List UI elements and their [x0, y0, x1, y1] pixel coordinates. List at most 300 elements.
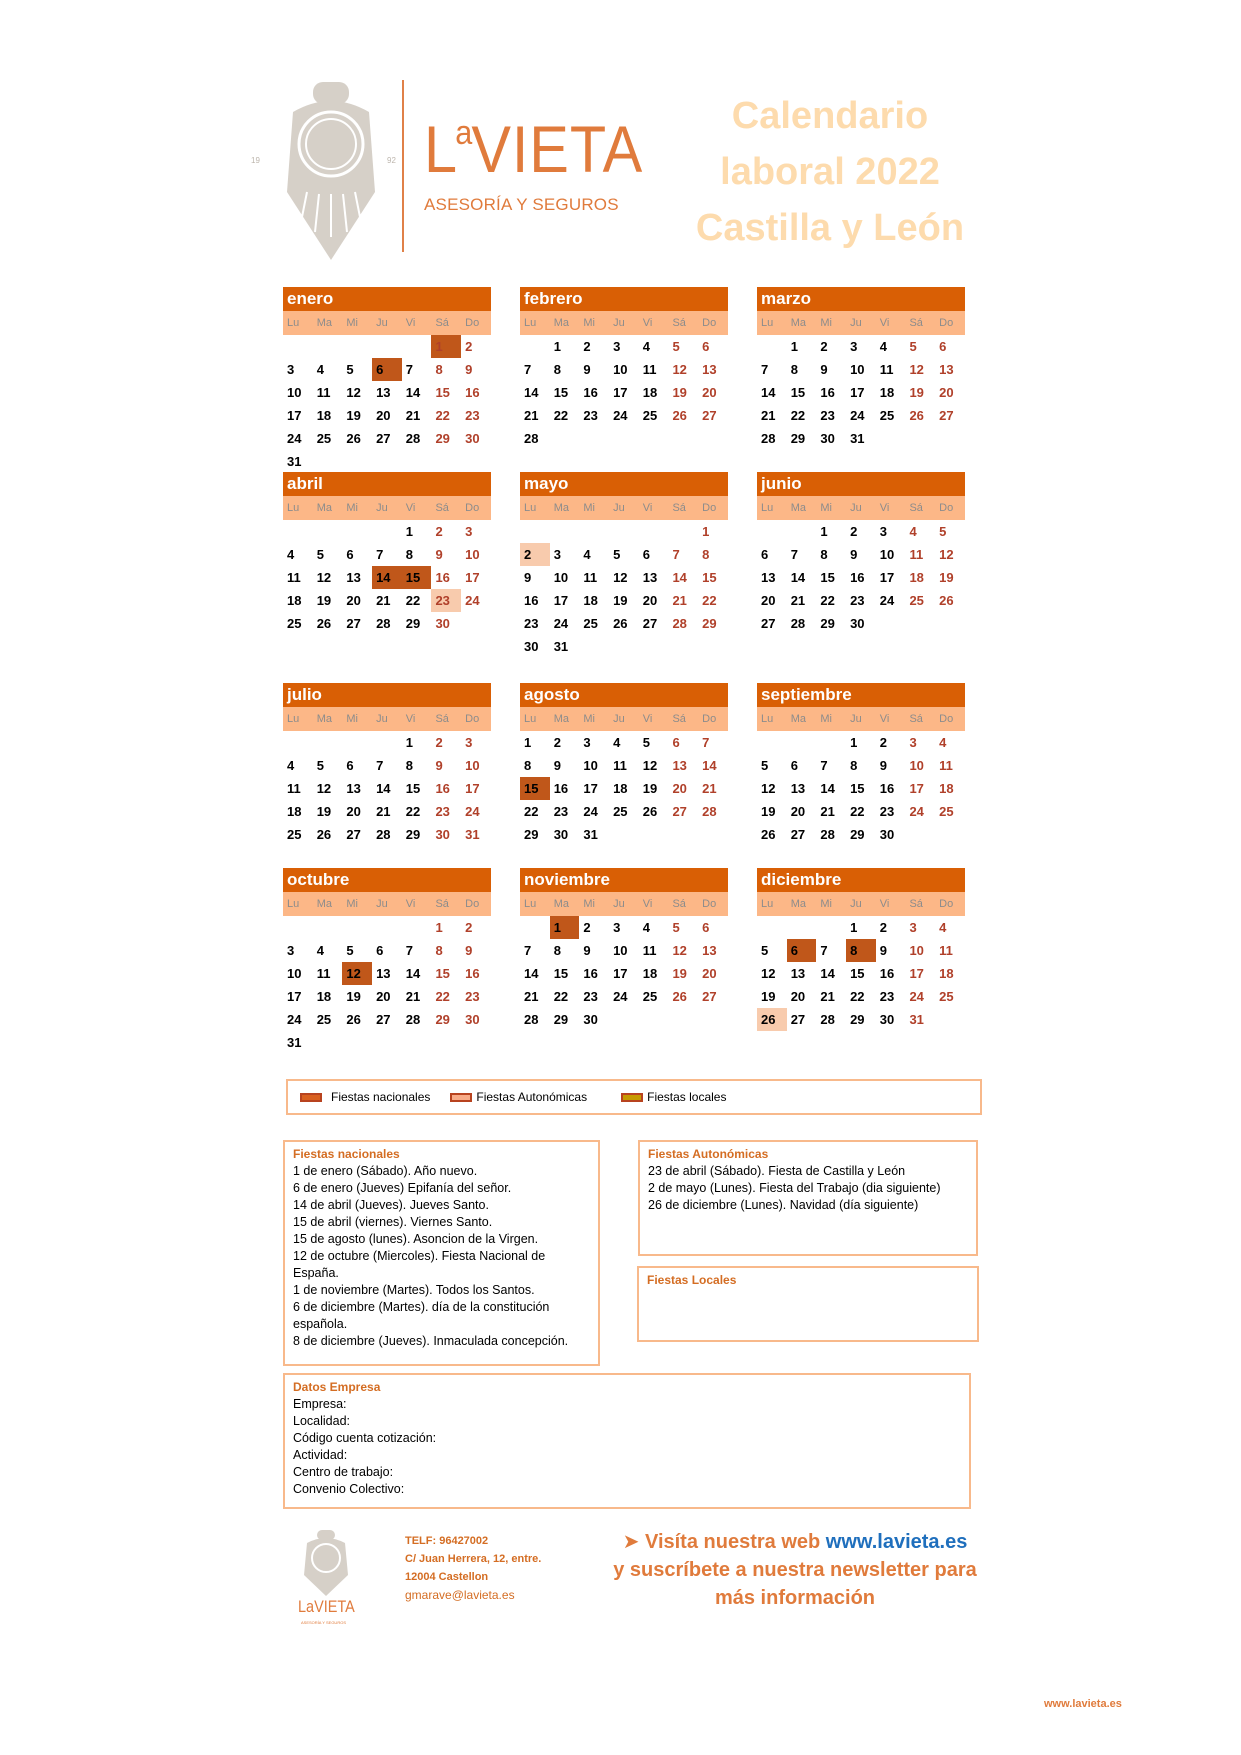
day-cell: 28 [702, 804, 717, 819]
day-cell: 23 [583, 989, 598, 1004]
day-cell: 11 [316, 966, 331, 981]
day-cell: 20 [672, 781, 687, 796]
day-cell: 12 [672, 362, 687, 377]
day-cell: 16 [583, 966, 598, 981]
weekday-label: Do [465, 713, 480, 725]
day-cell: 25 [642, 989, 658, 1004]
fiestas-nacionales-item: 12 de octubre (Miercoles). Fiesta Nacional de España. [293, 1249, 546, 1280]
day-cell: 31 [465, 827, 480, 842]
day-cell: 4 [939, 735, 947, 750]
weekday-label: Mi [820, 502, 832, 514]
day-cell: 28 [376, 616, 391, 631]
day-cell: 28 [524, 1012, 539, 1027]
day-cell: 4 [583, 547, 591, 562]
contact-info [405, 1532, 541, 1604]
day-cell: 26 [672, 408, 687, 423]
day-cell: 22 [820, 593, 835, 608]
fiestas-autonomicas-item: 26 de diciembre (Lunes). Navidad (día siguiente) [648, 1198, 919, 1212]
day-cell: 5 [613, 547, 621, 562]
day-cell: 28 [761, 431, 776, 446]
swatch-nacionales-icon [300, 1093, 322, 1102]
month-enero [283, 287, 491, 473]
day-cell: 1 [850, 920, 858, 935]
day-cell: 17 [909, 966, 924, 981]
day-cell: 7 [376, 547, 384, 562]
day-cell: 10 [553, 570, 569, 585]
weekday-label: Vi [405, 898, 416, 910]
days-grid [283, 731, 491, 846]
fiestas-nacionales-item: 14 de abril (Jueves). Jueves Santo. [293, 1198, 489, 1212]
day-cell: 20 [376, 408, 391, 423]
day-cell: 3 [583, 735, 591, 750]
day-cell: 26 [909, 408, 924, 423]
day-cell: 18 [642, 385, 658, 400]
empty-cell [757, 520, 787, 543]
month-julio [283, 683, 491, 846]
day-cell: 7 [405, 362, 413, 377]
day-cell: 5 [346, 943, 354, 958]
day-cell: 6 [376, 943, 384, 958]
day-cell: 26 [672, 989, 687, 1004]
legend-label-locales: Fiestas locales [647, 1090, 727, 1104]
empty-cell [520, 335, 550, 358]
day-cell: 10 [613, 362, 628, 377]
day-cell: 17 [287, 408, 302, 423]
day-cell: 9 [879, 758, 887, 773]
day-cell: 29 [790, 431, 806, 446]
day-cell: 27 [702, 989, 717, 1004]
day-cell: 5 [316, 758, 324, 773]
weekday-label: Sá [435, 898, 449, 910]
day-cell: 5 [346, 362, 354, 377]
day-cell: 1 [790, 339, 798, 354]
days-grid [520, 520, 728, 658]
datos-empresa-title: Datos Empresa [293, 1380, 381, 1394]
weekday-label: Ju [376, 502, 388, 514]
empty-cell [313, 520, 343, 543]
day-cell: 23 [465, 989, 480, 1004]
weekday-label: Mi [346, 317, 358, 329]
day-cell: 26 [346, 431, 361, 446]
day-cell: 24 [465, 593, 480, 608]
weekday-label: Sá [909, 317, 923, 329]
weekday-label: Lu [524, 898, 537, 910]
days-grid [757, 916, 965, 1031]
weekday-label: Lu [287, 317, 300, 329]
footer-brand-subtitle: ASESORÍA Y SEGUROS [301, 1620, 346, 1625]
day-cell: 3 [613, 339, 621, 354]
day-cell: 1 [405, 524, 413, 539]
field-convenio: Convenio Colectivo: [293, 1482, 405, 1496]
day-cell: 6 [702, 339, 710, 354]
weekday-label: Mi [820, 317, 832, 329]
day-cell: 14 [761, 385, 776, 400]
month-agosto [520, 683, 728, 846]
day-cell: 13 [376, 385, 391, 400]
day-cell: 27 [376, 1012, 391, 1027]
day-cell: 19 [346, 989, 361, 1004]
weekday-label: Do [702, 898, 717, 910]
day-cell: 26 [939, 593, 954, 608]
day-cell: 15 [820, 570, 835, 585]
day-cell: 8 [435, 362, 443, 377]
weekday-label: Vi [405, 502, 416, 514]
day-cell: 7 [820, 943, 828, 958]
day-cell: 9 [820, 362, 828, 377]
weekday-label: Ju [376, 317, 388, 329]
day-cell: 6 [346, 758, 354, 773]
day-cell: 10 [909, 758, 924, 773]
day-cell: 27 [376, 431, 391, 446]
day-cell: 19 [316, 804, 332, 819]
day-cell: 9 [583, 362, 591, 377]
weekday-label: Vi [879, 317, 890, 329]
day-cell: 31 [553, 639, 569, 654]
day-cell: 11 [287, 570, 301, 585]
day-cell: 17 [553, 593, 569, 608]
weekday-header [283, 707, 491, 731]
day-cell: 15 [850, 966, 865, 981]
weekday-header [757, 892, 965, 916]
weekday-label: Lu [761, 713, 774, 725]
day-cell: 10 [879, 547, 895, 562]
weekday-label: Ju [850, 502, 862, 514]
day-cell: 7 [405, 943, 413, 958]
weekday-label: Do [939, 898, 954, 910]
day-cell: 10 [613, 943, 628, 958]
day-cell: 9 [583, 943, 591, 958]
day-cell: 2 [850, 524, 858, 539]
days-grid [520, 731, 728, 846]
weekday-label: Ju [376, 898, 388, 910]
weekday-label: Lu [761, 317, 774, 329]
day-cell: 14 [524, 385, 539, 400]
month-title: octubre [283, 868, 491, 892]
day-cell: 10 [583, 758, 598, 773]
day-cell: 20 [761, 593, 776, 608]
day-cell: 6 [346, 547, 354, 562]
day-cell: 7 [790, 547, 798, 562]
day-cell: 9 [850, 547, 858, 562]
day-cell: 27 [346, 827, 361, 842]
day-cell: 14 [405, 966, 421, 981]
month-diciembre [757, 868, 965, 1031]
day-cell: 7 [702, 735, 710, 750]
day-cell: 17 [613, 385, 628, 400]
title-line-3: Castilla y León [695, 207, 965, 249]
month-abril [283, 472, 491, 635]
day-cell: 13 [376, 966, 391, 981]
weekday-label: Ju [613, 713, 625, 725]
day-cell: 12 [672, 943, 687, 958]
title-line-1: Calendario [731, 95, 929, 137]
weekday-header [520, 707, 728, 731]
brand-name: $L^aVIETA$ [424, 112, 644, 186]
month-title: julio [283, 683, 491, 707]
day-cell: 14 [372, 566, 402, 589]
day-cell: 3 [909, 920, 917, 935]
day-cell: 18 [316, 989, 332, 1004]
empty-cell [609, 520, 639, 543]
day-cell: 8 [435, 943, 443, 958]
day-cell: 26 [316, 827, 332, 842]
day-cell: 18 [939, 966, 954, 981]
day-cell: 14 [790, 570, 806, 585]
empty-cell [787, 916, 817, 939]
day-cell: 9 [524, 570, 532, 585]
day-cell: 30 [879, 827, 895, 842]
day-cell: 16 [583, 385, 598, 400]
day-cell: 6 [761, 547, 769, 562]
day-cell: 3 [850, 339, 858, 354]
title-line-2: laboral 2022 [720, 151, 940, 193]
weekday-label: Mi [583, 898, 595, 910]
weekday-label: Vi [642, 317, 653, 329]
weekday-label: Ma [790, 317, 806, 329]
day-cell: 24 [287, 1012, 302, 1027]
day-cell: 20 [939, 385, 954, 400]
day-cell: 7 [761, 362, 769, 377]
day-cell: 5 [672, 339, 680, 354]
legend [286, 1079, 982, 1115]
day-cell: 13 [939, 362, 954, 377]
month-title: noviembre [520, 868, 728, 892]
day-cell: 20 [642, 593, 658, 608]
day-cell: 21 [524, 408, 539, 423]
day-cell: 25 [939, 989, 954, 1004]
page-footer-url[interactable]: www.lavieta.es [1044, 1698, 1122, 1710]
day-cell: 13 [642, 570, 658, 585]
day-cell: 28 [524, 431, 539, 446]
day-cell: 24 [465, 804, 480, 819]
weekday-label: Sá [909, 898, 923, 910]
day-cell: 2 [435, 735, 443, 750]
day-cell: 23 [879, 804, 895, 819]
day-cell: 25 [909, 593, 924, 608]
day-cell: 14 [820, 966, 835, 981]
weekday-label: Lu [524, 502, 537, 514]
day-cell: 24 [613, 989, 628, 1004]
weekday-label: Vi [642, 898, 653, 910]
day-cell: 9 [465, 943, 473, 958]
day-cell: 24 [879, 593, 895, 608]
day-cell: 24 [850, 408, 865, 423]
day-cell: 4 [909, 524, 917, 539]
days-grid [757, 520, 965, 635]
day-cell: 13 [346, 781, 361, 796]
day-cell: 2 [553, 735, 561, 750]
empty-cell [372, 731, 402, 754]
weekday-label: Do [939, 713, 954, 725]
day-cell: 10 [287, 966, 302, 981]
day-cell: 16 [850, 570, 865, 585]
day-cell: 21 [524, 989, 539, 1004]
day-cell: 24 [613, 408, 628, 423]
day-cell: 29 [850, 827, 865, 842]
day-cell: 16 [465, 966, 480, 981]
day-cell: 22 [850, 804, 865, 819]
day-cell: 15 [405, 781, 421, 796]
fiestas-autonomicas-item: 2 de mayo (Lunes). Fiesta del Trabajo (dia siguiente) [648, 1181, 941, 1195]
day-cell: 26 [757, 1008, 787, 1031]
month-febrero [520, 287, 728, 450]
day-cell: 29 [405, 827, 421, 842]
day-cell: 18 [287, 593, 302, 608]
day-cell: 27 [346, 616, 361, 631]
field-codigo-cuenta: Código cuenta cotización: [293, 1431, 437, 1445]
empty-cell [787, 731, 817, 754]
day-cell: 12 [613, 570, 628, 585]
legend-item-nacionales [300, 1090, 430, 1104]
day-cell: 19 [672, 385, 687, 400]
day-cell: 22 [553, 408, 569, 423]
day-cell: 16 [435, 781, 450, 796]
empty-cell [668, 520, 698, 543]
day-cell: 20 [790, 804, 806, 819]
days-grid [520, 916, 728, 1031]
day-cell: 2 [879, 920, 887, 935]
day-cell: 29 [405, 616, 421, 631]
empty-cell [520, 916, 550, 939]
month-title: diciembre [757, 868, 965, 892]
month-title: septiembre [757, 683, 965, 707]
contact-address: C/ Juan Herrera, 12, entre. [405, 1553, 542, 1565]
weekday-label: Do [465, 317, 480, 329]
page-title [680, 88, 980, 256]
weekday-label: Lu [761, 502, 774, 514]
fiestas-nacionales-box [283, 1140, 600, 1366]
day-cell: 28 [790, 616, 806, 631]
day-cell: 25 [287, 616, 302, 631]
contact-email[interactable]: gmarave@lavieta.es [405, 1588, 515, 1602]
day-cell: 21 [376, 593, 391, 608]
weekday-label: Mi [820, 898, 832, 910]
day-cell: 28 [405, 431, 421, 446]
day-cell: 12 [316, 781, 332, 796]
weekday-label: Ma [316, 317, 332, 329]
day-cell: 28 [376, 827, 391, 842]
brand-logo [424, 95, 644, 215]
fiestas-nacionales-title: Fiestas nacionales [293, 1147, 400, 1161]
month-mayo [520, 472, 728, 658]
day-cell: 11 [583, 570, 598, 585]
empty-cell [313, 731, 343, 754]
day-cell: 29 [435, 431, 450, 446]
day-cell: 15 [435, 385, 450, 400]
weekday-label: Sá [672, 502, 686, 514]
day-cell: 17 [909, 781, 924, 796]
fiestas-nacionales-item: 6 de diciembre (Martes). día de la constitución española. [293, 1300, 550, 1331]
day-cell: 7 [820, 758, 828, 773]
day-cell: 1 [702, 524, 710, 539]
weekday-label: Sá [672, 898, 686, 910]
day-cell: 1 [405, 735, 413, 750]
day-cell: 2 [465, 339, 473, 354]
day-cell: 15 [790, 385, 806, 400]
day-cell: 20 [702, 966, 717, 981]
day-cell: 8 [702, 547, 710, 562]
day-cell: 2 [583, 920, 591, 935]
day-cell: 21 [820, 804, 835, 819]
day-cell: 15 [850, 781, 865, 796]
month-title: junio [757, 472, 965, 496]
day-cell: 17 [850, 385, 865, 400]
weekday-label: Ju [376, 713, 388, 725]
weekday-header [283, 892, 491, 916]
fiestas-nacionales-item: 15 de agosto (lunes). Asoncion de la Virgen. [293, 1232, 539, 1246]
weekday-label: Ma [316, 713, 332, 725]
day-cell: 11 [879, 362, 894, 377]
day-cell: 23 [435, 804, 450, 819]
day-cell: 1 [820, 524, 828, 539]
fiestas-locales-title: Fiestas Locales [647, 1273, 737, 1287]
fiestas-nacionales-item: 1 de enero (Sábado). Año nuevo. [293, 1164, 478, 1178]
day-cell: 17 [613, 966, 628, 981]
day-cell: 12 [939, 547, 954, 562]
day-cell: 30 [820, 431, 835, 446]
day-cell: 30 [583, 1012, 598, 1027]
day-cell: 25 [642, 408, 658, 423]
days-grid [283, 335, 491, 473]
weekday-label: Do [702, 502, 717, 514]
days-grid [757, 335, 965, 450]
day-cell: 10 [850, 362, 865, 377]
day-cell: 20 [346, 804, 361, 819]
day-cell: 20 [790, 989, 806, 1004]
day-cell: 3 [287, 943, 295, 958]
weekday-header [520, 311, 728, 335]
day-cell: 30 [524, 639, 539, 654]
weekday-label: Do [465, 898, 480, 910]
day-cell: 4 [642, 920, 650, 935]
weekday-label: Ma [553, 713, 569, 725]
empty-cell [372, 916, 402, 939]
day-cell: 16 [820, 385, 835, 400]
empty-cell [639, 520, 669, 543]
day-cell: 18 [316, 408, 332, 423]
day-cell: 13 [702, 362, 717, 377]
day-cell: 23 [431, 589, 461, 612]
day-cell: 31 [850, 431, 865, 446]
empty-cell [372, 335, 402, 358]
day-cell: 27 [672, 804, 687, 819]
day-cell: 30 [850, 616, 865, 631]
day-cell: 4 [642, 339, 650, 354]
day-cell: 4 [613, 735, 621, 750]
day-cell: 19 [613, 593, 628, 608]
contact-postal: 12004 Castellon [405, 1571, 489, 1583]
day-cell: 27 [790, 827, 806, 842]
empty-cell [757, 335, 787, 358]
empty-cell [342, 520, 372, 543]
weekday-header [520, 892, 728, 916]
day-cell: 23 [465, 408, 480, 423]
weekday-label: Ju [613, 898, 625, 910]
day-cell: 18 [939, 781, 954, 796]
weekday-header [757, 311, 965, 335]
day-cell: 25 [939, 804, 954, 819]
day-cell: 21 [702, 781, 717, 796]
day-cell: 30 [435, 616, 450, 631]
day-cell: 11 [939, 943, 953, 958]
days-grid [757, 731, 965, 846]
day-cell: 3 [879, 524, 887, 539]
day-cell: 5 [939, 524, 947, 539]
day-cell: 10 [287, 385, 302, 400]
day-cell: 11 [909, 547, 924, 562]
website-link[interactable]: www.lavieta.es [825, 1531, 968, 1553]
empty-cell [816, 731, 846, 754]
